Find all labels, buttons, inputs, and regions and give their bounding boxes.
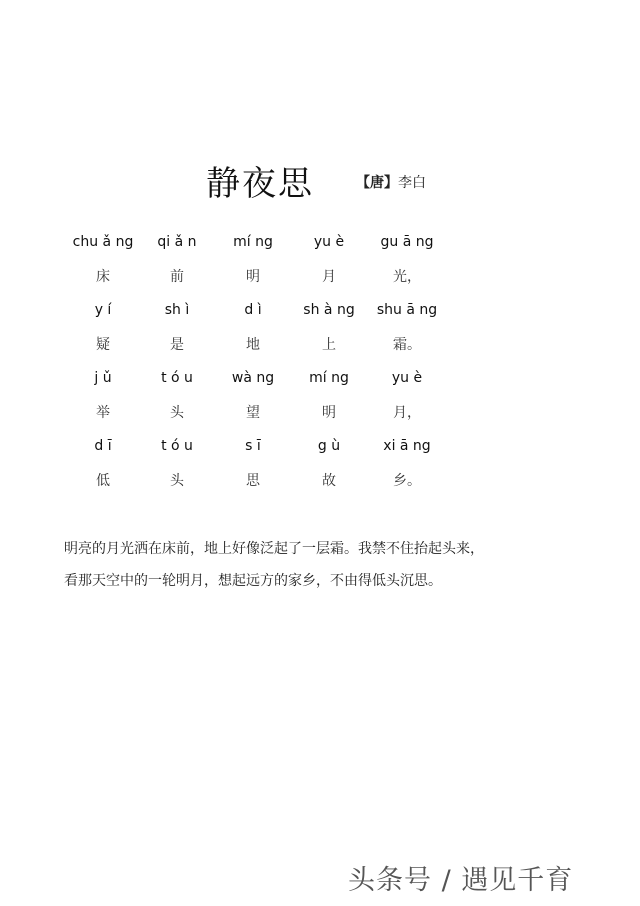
hanzi-character: 霜。: [393, 337, 421, 353]
pinyin-syllable: shu ā ng: [376, 302, 438, 318]
hanzi-row-4: [60, 466, 460, 500]
pinyin-syllable: yu è: [313, 234, 345, 250]
poem-body: [60, 228, 460, 500]
hanzi-character: 思: [246, 473, 260, 489]
pinyin-syllable: sh ì: [164, 302, 190, 318]
hanzi-character: 故: [322, 473, 336, 489]
pinyin-syllable: g ù: [317, 438, 341, 454]
hanzi-character: 月: [322, 269, 336, 285]
hanzi-character: 低: [96, 473, 110, 489]
hanzi-character: 光，: [393, 269, 421, 285]
hanzi-character: 望: [246, 405, 260, 421]
pinyin-row-3: [60, 364, 460, 398]
pinyin-syllable: d ì: [244, 302, 262, 318]
pinyin-syllable: y í: [94, 302, 112, 318]
hanzi-character: 乡。: [393, 473, 421, 489]
pinyin-syllable: chu ǎ ng: [72, 234, 134, 250]
pinyin-row-4: [60, 432, 460, 466]
pinyin-syllable: wà ng: [231, 370, 275, 386]
pinyin-syllable: xi ā ng: [383, 438, 431, 454]
hanzi-character: 头: [170, 405, 184, 421]
hanzi-character: 明: [246, 269, 260, 285]
hanzi-character: 前: [170, 269, 184, 285]
pinyin-row-2: [60, 296, 460, 330]
pinyin-syllable: t ó u: [161, 438, 193, 454]
pinyin-syllable: sh à ng: [303, 302, 355, 318]
hanzi-character: 举: [96, 405, 110, 421]
pinyin-syllable: mí ng: [309, 370, 349, 386]
pinyin-syllable: qi ǎ n: [157, 234, 197, 250]
hanzi-character: 是: [170, 337, 184, 353]
hanzi-character: 床: [96, 269, 110, 285]
hanzi-character: 上: [322, 337, 336, 353]
author-dynasty: 【唐】: [356, 175, 398, 191]
hanzi-row-3: [60, 398, 460, 432]
pinyin-syllable: mí ng: [233, 234, 273, 250]
watermark: 头条号 / 遇见千育: [348, 865, 574, 896]
hanzi-character: 明: [322, 405, 336, 421]
translation-paragraph: [64, 533, 584, 597]
hanzi-row-1: [60, 262, 460, 296]
title-row: [0, 150, 640, 210]
poem-author: [356, 172, 426, 192]
pinyin-syllable: j ǔ: [94, 370, 112, 386]
hanzi-character: 月，: [393, 405, 421, 421]
pinyin-syllable: gu ā ng: [380, 234, 434, 250]
translation-line-1: 明亮的月光洒在床前，地上好像泛起了一层霜。我禁不住抬起头来，: [64, 541, 484, 557]
pinyin-syllable: t ó u: [161, 370, 193, 386]
hanzi-row-2: [60, 330, 460, 364]
pinyin-syllable: yu è: [391, 370, 423, 386]
author-name: 李白: [398, 175, 426, 191]
pinyin-syllable: s ī: [245, 438, 261, 454]
pinyin-row-1: [60, 228, 460, 262]
hanzi-character: 地: [246, 337, 260, 353]
hanzi-character: 疑: [96, 337, 110, 353]
translation-line-2: 看那天空中的一轮明月，想起远方的家乡，不由得低头沉思。: [64, 573, 442, 589]
pinyin-syllable: d ī: [94, 438, 112, 454]
poem-title: 静夜思: [206, 164, 314, 204]
hanzi-character: 头: [170, 473, 184, 489]
